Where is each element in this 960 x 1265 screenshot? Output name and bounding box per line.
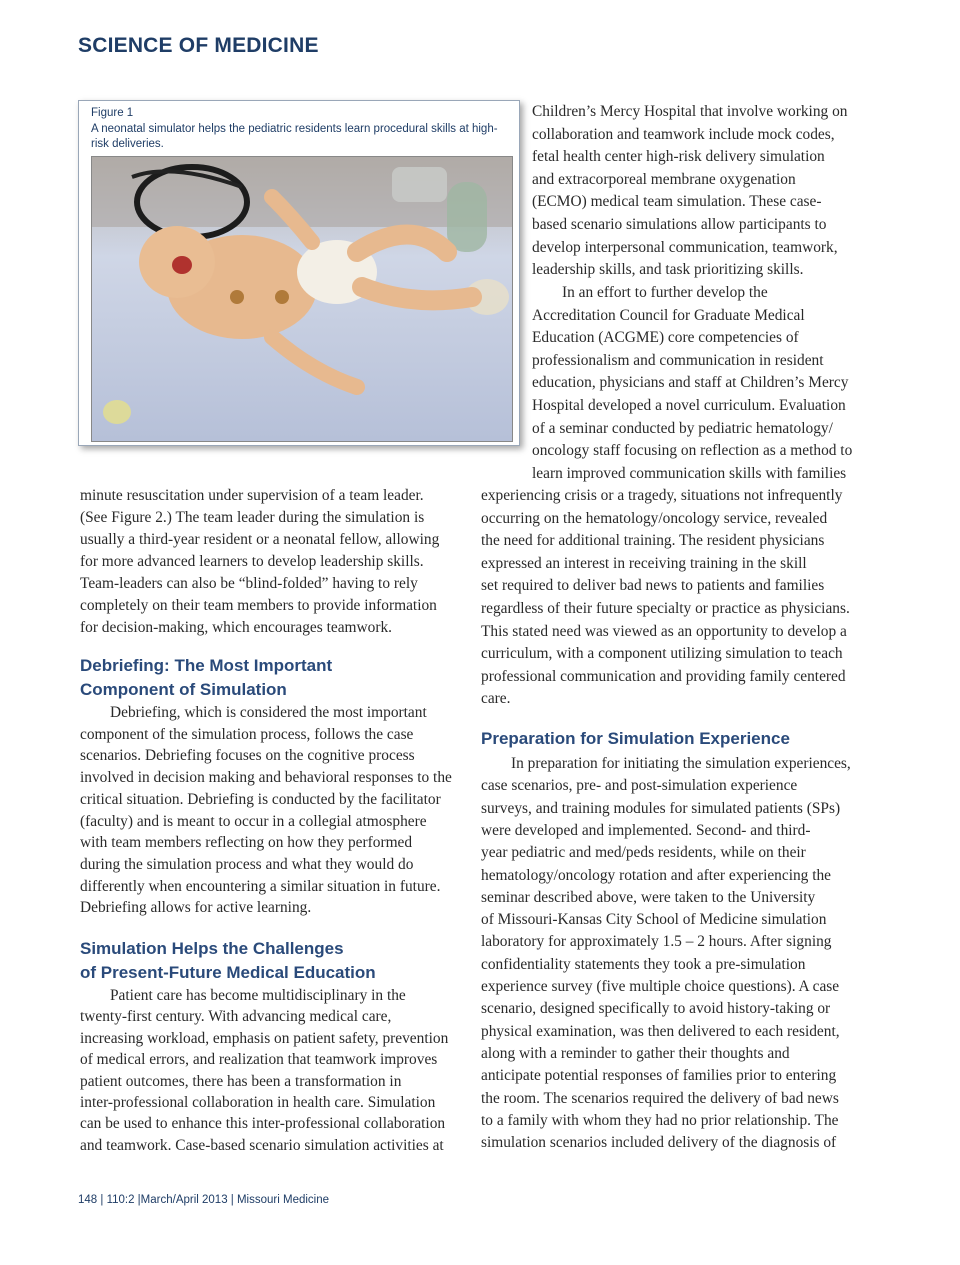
- text-line: usually a third-year resident or a neonatal fellow, allowing: [80, 531, 440, 548]
- heading-preparation: Preparation for Simulation Experience: [481, 729, 790, 748]
- text-line: of Missouri-Kansas City School of Medicine simulation: [481, 911, 827, 929]
- text-line: to a family with whom they had no prior relationship. The: [481, 1111, 839, 1129]
- text-line: collaboration and teamwork include mock codes,: [532, 125, 835, 143]
- heading-debriefing-line1: Debriefing: The Most Important: [80, 656, 333, 675]
- text-line: fetal health center high-risk delivery simulation: [532, 148, 825, 166]
- text-line: confidentiality statements they took a pre-simulation: [481, 955, 806, 973]
- text-line: Team-leaders can also be “blind-folded” having to rely: [80, 575, 418, 592]
- page-footer: 148 | 110:2 |March/April 2013 | Missouri Medicine: [78, 1194, 330, 1206]
- heading-debriefing-line2: Component of Simulation: [80, 680, 287, 699]
- text-line: develop interpersonal communication, teamwork,: [532, 238, 838, 256]
- text-line: learn improved communication skills with families: [532, 464, 847, 482]
- text-line: hematology/oncology rotation and after experiencing the: [481, 866, 832, 884]
- text-line: anticipate potential responses of families prior to entering: [481, 1067, 837, 1085]
- text-line: inter-professional collaboration in health care. Simulation: [80, 1094, 436, 1111]
- text-line: Education (ACGME) core competencies of: [532, 329, 799, 347]
- text-line: (faculty) and is meant to occur in a collegial atmosphere: [80, 812, 427, 830]
- text-line: Children’s Mercy Hospital that involve working on: [532, 103, 848, 120]
- text-line: Debriefing, which is considered the most important: [110, 704, 427, 721]
- text-line: and teamwork. Case-based scenario simulation activities at: [80, 1136, 444, 1154]
- text-line: completely on their team members to provide information: [80, 597, 437, 614]
- text-line: set required to deliver bad news to patients and families: [481, 577, 825, 595]
- text-line: of a seminar conducted by pediatric hematology/: [532, 419, 833, 437]
- text-line: can be used to enhance this inter-professional collaboration: [80, 1115, 446, 1133]
- neonatal-simulator-illustration: [92, 157, 512, 441]
- text-line: of medical errors, and realization that teamwork improves: [80, 1051, 438, 1069]
- text-line: Patient care has become multidisciplinary in the: [110, 987, 406, 1004]
- text-line: twenty-first century. With advancing medical care,: [80, 1008, 392, 1026]
- text-line: seminar described above, were taken to the University: [481, 888, 816, 906]
- text-line: This stated need was viewed as an opportunity to develop a: [481, 622, 847, 640]
- text-line: experience survey (five multiple choice questions). A case: [481, 978, 840, 995]
- text-line: curriculum, with a component utilizing simulation to teach: [481, 645, 843, 663]
- text-line: experiencing crisis or a tragedy, situations not infrequently: [481, 487, 843, 504]
- text-line: oncology staff focusing on reflection as a method to: [532, 442, 853, 460]
- text-line: the need for additional training. The resident physicians: [481, 532, 825, 550]
- figure-number: Figure 1: [91, 107, 134, 119]
- text-line: involved in decision making and behavioral responses to the: [80, 769, 452, 787]
- text-line: year pediatric and med/peds residents, while on their: [481, 844, 806, 862]
- text-line: for decision-making, which encourages teamwork.: [80, 619, 392, 636]
- text-line: differently when encountering a similar situation in future.: [80, 877, 441, 895]
- text-line: In an effort to further develop the: [562, 284, 768, 301]
- text-line: care.: [481, 690, 511, 708]
- figure-photo-neonatal-simulator: [91, 156, 513, 442]
- heading-simulation-helps-line1: Simulation Helps the Challenges: [80, 939, 344, 958]
- text-line: regardless of their future specialty or practice as physicians.: [481, 600, 850, 617]
- text-line: scenario, designed specifically to avoid history-taking or: [481, 1000, 831, 1018]
- text-line: patient outcomes, there has been a transformation in: [80, 1072, 402, 1090]
- text-line: with team members reflecting on how they performed: [80, 834, 413, 852]
- figure-box: [78, 100, 520, 446]
- section-title: SCIENCE OF MEDICINE: [78, 34, 319, 57]
- text-line: leadership skills, and task prioritizing skills.: [532, 261, 804, 279]
- heading-simulation-helps-line2: of Present-Future Medical Education: [80, 963, 376, 982]
- text-line: professionalism and communication in resident: [532, 351, 824, 369]
- text-line: physical examination, was then delivered to each resident,: [481, 1022, 840, 1040]
- text-line: based scenario simulations allow participants to: [532, 216, 827, 233]
- text-line: scenarios. Debriefing focuses on the cognitive process: [80, 747, 415, 765]
- text-line: Hospital developed a novel curriculum. Evaluation: [532, 397, 846, 414]
- text-line: (See Figure 2.) The team leader during the simulation is: [80, 509, 425, 526]
- text-line: laboratory for approximately 1.5 – 2 hours. After signing: [481, 933, 832, 951]
- text-line: Debriefing allows for active learning.: [80, 899, 312, 917]
- text-line: In preparation for initiating the simulation experiences,: [511, 755, 851, 772]
- text-line: Accreditation Council for Graduate Medical: [532, 306, 805, 324]
- text-line: (ECMO) medical team simulation. These case-: [532, 193, 822, 211]
- text-line: occurring on the hematology/oncology service, revealed: [481, 509, 828, 527]
- text-line: were developed and implemented. Second- and third-: [481, 821, 811, 839]
- text-line: expressed an interest in receiving training in the skill: [481, 554, 807, 572]
- text-line: case scenarios, pre- and post-simulation experience: [481, 777, 798, 795]
- text-line: increasing workload, emphasis on patient safety, prevention: [80, 1029, 449, 1047]
- text-line: during the simulation process and what they would do: [80, 855, 414, 873]
- text-line: component of the simulation process, follows the case: [80, 725, 414, 743]
- text-line: education, physicians and staff at Children’s Mercy: [532, 374, 849, 392]
- text-line: critical situation. Debriefing is conducted by the facilitator: [80, 790, 441, 808]
- text-line: the room. The scenarios required the delivery of bad news: [481, 1089, 839, 1107]
- text-line: professional communication and providing family centered: [481, 667, 846, 685]
- text-line: and extracorporeal membrane oxygenation: [532, 170, 796, 188]
- figure-caption: A neonatal simulator helps the pediatric residents learn procedural skills at high-risk deliveries.: [91, 123, 498, 150]
- text-line: simulation scenarios included delivery of the diagnosis of: [481, 1134, 837, 1152]
- text-line: surveys, and training modules for simulated patients (SPs): [481, 799, 841, 817]
- text-line: for more advanced learners to develop leadership skills.: [80, 553, 424, 570]
- text-line: minute resuscitation under supervision of a team leader.: [80, 487, 424, 504]
- text-line: along with a reminder to gather their thoughts and: [481, 1044, 790, 1062]
